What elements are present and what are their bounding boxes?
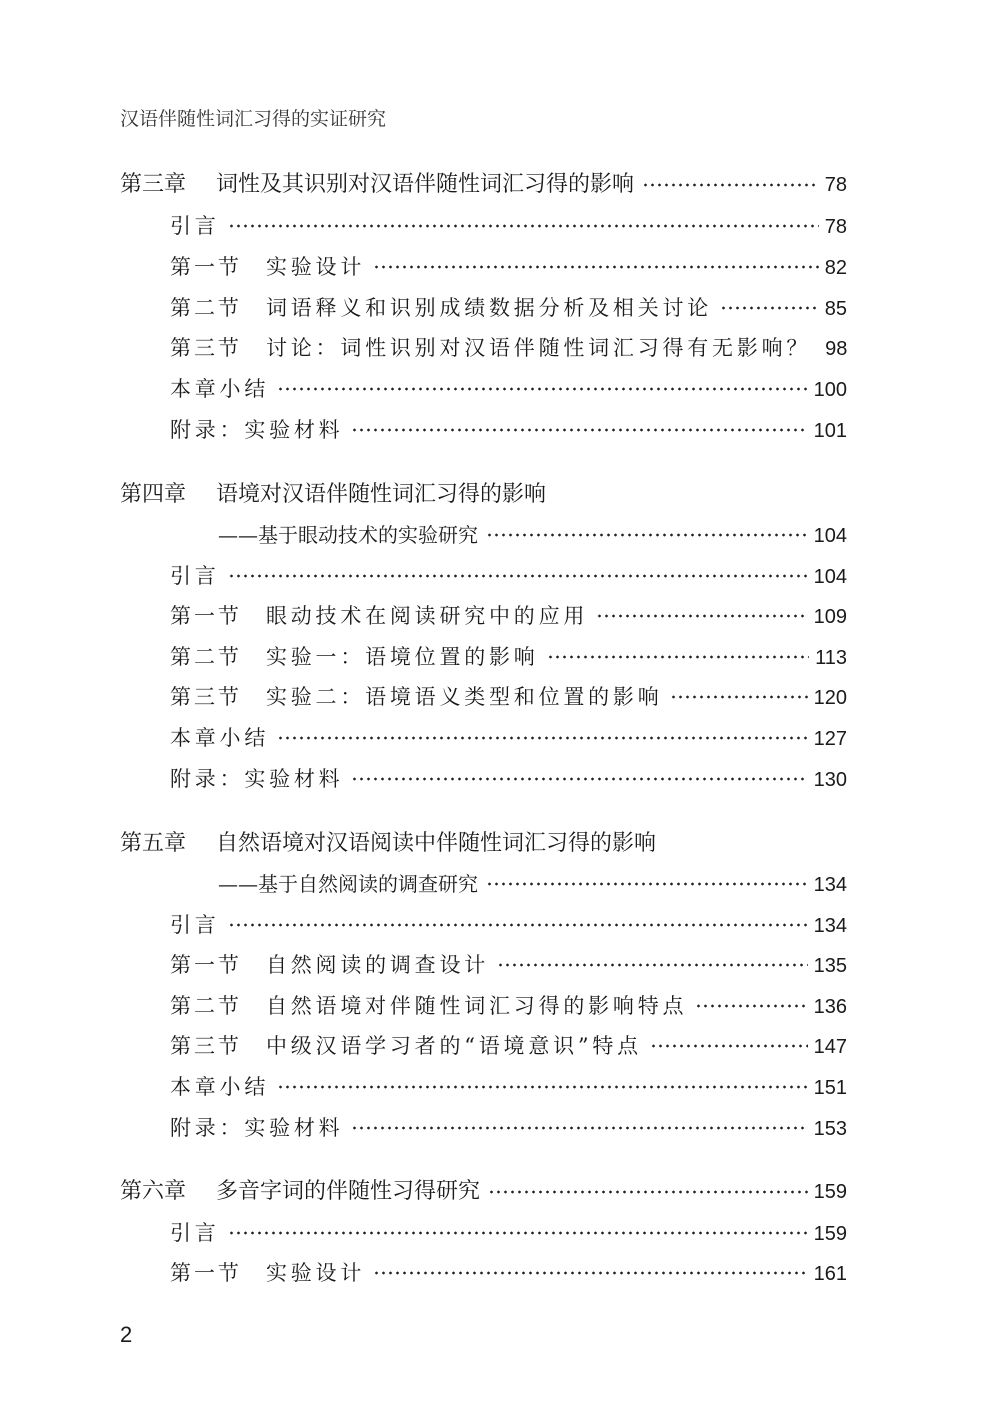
toc-entry	[120, 480, 847, 510]
toc-entry	[170, 1258, 847, 1288]
toc-entry	[120, 1177, 847, 1207]
toc-entry-number: 第一节	[170, 255, 242, 279]
toc-entry-title: 实验设计	[266, 1261, 366, 1285]
toc-entry-page: 134	[813, 915, 847, 937]
dot-leader	[351, 1126, 807, 1130]
toc-entry	[170, 252, 847, 282]
toc-entry-page: 136	[813, 996, 847, 1018]
toc-entry-title: 多音字词的伴随性习得研究	[216, 1179, 481, 1204]
toc-entry-title: 语境对汉语伴随性词汇习得的影响	[216, 482, 547, 507]
toc-entry-number: 第一节	[170, 604, 242, 628]
toc-entry-number: 第三节	[170, 336, 242, 360]
dot-leader	[373, 265, 819, 269]
toc-entry-title: 自然语境对伴随性词汇习得的影响特点	[266, 994, 688, 1018]
toc-entry-title: 实验一：语境位置的影响	[266, 645, 539, 669]
toc-entry	[170, 764, 847, 794]
toc-entry	[170, 1218, 847, 1248]
toc-entry-title: 词性及其识别对汉语伴随性词汇习得的影响	[216, 172, 635, 197]
toc-entry	[170, 1072, 847, 1102]
dot-leader	[596, 614, 807, 618]
toc-entry-page: 100	[813, 379, 847, 401]
toc-entry-page: 147	[813, 1036, 847, 1058]
toc-entry-page: 159	[813, 1181, 847, 1203]
toc-entry-number: 第四章	[120, 482, 187, 507]
toc-entry-title: 眼动技术在阅读研究中的应用	[266, 604, 589, 628]
toc-entry-page: 161	[813, 1263, 847, 1285]
dot-leader	[670, 695, 807, 699]
toc-entry	[170, 1113, 847, 1143]
toc-entry-title: 实验设计	[266, 255, 366, 279]
toc-entry-page: 151	[813, 1077, 847, 1099]
toc-entry-title: 附录：实验材料	[170, 1116, 344, 1140]
toc-entry-title: 附录：实验材料	[170, 767, 344, 791]
toc-entry	[170, 601, 847, 631]
toc-entry-page: 101	[813, 420, 847, 442]
dot-leader	[720, 306, 819, 310]
toc-entry-title: 讨论：词性识别对汉语伴随性词汇习得有无影响？	[266, 336, 812, 360]
toc-entry-title: 本章小结	[170, 726, 270, 750]
toc-entry-title: 引言	[170, 1221, 220, 1245]
toc-entry-page: 98	[825, 338, 848, 360]
toc-entry-title: 引言	[170, 214, 220, 238]
toc-entry	[170, 642, 847, 672]
toc-entry-page: 104	[813, 566, 847, 588]
toc-entry-title: 本章小结	[170, 1075, 270, 1099]
toc-entry-number: 第二节	[170, 645, 242, 669]
toc-entry-title: ——基于眼动技术的实验研究	[218, 523, 478, 547]
dot-leader	[351, 777, 807, 781]
dot-leader	[695, 1004, 807, 1008]
toc-entry	[120, 170, 847, 200]
toc-entry	[170, 910, 847, 940]
toc-entry	[170, 1031, 847, 1061]
toc-entry	[170, 415, 847, 445]
toc-entry-title: 中级汉语学习者的“语境意识”特点	[266, 1034, 642, 1058]
dot-leader	[486, 882, 808, 886]
toc-entry-page: 134	[813, 874, 847, 896]
toc-entry-page: 153	[813, 1118, 847, 1140]
toc-entry-title: 引言	[170, 913, 220, 937]
dot-leader	[351, 428, 807, 432]
toc-entry-number: 第三节	[170, 685, 242, 709]
toc-entry-page: 85	[824, 298, 847, 320]
dot-leader	[497, 963, 808, 967]
toc-entry-title: 自然语境对汉语阅读中伴随性词汇习得的影响	[216, 831, 657, 856]
dot-leader	[547, 655, 810, 659]
dot-leader	[277, 387, 808, 391]
toc-entry	[170, 991, 847, 1021]
toc-entry	[170, 723, 847, 753]
dot-leader	[228, 1231, 808, 1235]
toc-entry-page: 109	[813, 606, 847, 628]
toc-entry	[218, 520, 847, 550]
toc-entry-title: 本章小结	[170, 377, 270, 401]
page-number: 2	[120, 1322, 133, 1347]
toc-entry	[120, 829, 847, 859]
toc-entry-title: 词语释义和识别成绩数据分析及相关讨论	[266, 296, 713, 320]
toc-entry-page: 113	[815, 647, 847, 669]
toc-entry-page: 120	[813, 687, 847, 709]
toc-entry-number: 第三章	[120, 172, 187, 197]
toc-entry	[170, 561, 847, 591]
toc-entry-number: 第二节	[170, 296, 242, 320]
toc-entry-page: 130	[813, 769, 847, 791]
dot-leader	[277, 736, 808, 740]
dot-leader	[228, 224, 819, 228]
dot-leader	[650, 1044, 808, 1048]
toc-entry	[170, 211, 847, 241]
toc-entry	[170, 293, 847, 323]
dot-leader	[486, 533, 808, 537]
toc-entry	[170, 374, 847, 404]
toc-entry-title: 附录：实验材料	[170, 418, 344, 442]
toc-entry-page: 104	[813, 525, 847, 547]
toc-entry-title: 引言	[170, 564, 220, 588]
dot-leader	[642, 183, 819, 187]
toc-entry	[170, 950, 847, 980]
toc-entry-title: ——基于自然阅读的调查研究	[218, 872, 478, 896]
toc-entry	[170, 333, 847, 363]
dot-leader	[277, 1085, 808, 1089]
toc-entry-number: 第三节	[170, 1034, 242, 1058]
running-head: 汉语伴随性词汇习得的实证研究	[120, 108, 387, 130]
dot-leader	[228, 923, 808, 927]
dot-leader	[488, 1190, 808, 1194]
dot-leader	[373, 1271, 808, 1275]
toc-entry-number: 第六章	[120, 1179, 187, 1204]
toc-entry-page: 78	[824, 216, 847, 238]
toc-entry	[218, 869, 847, 899]
toc-entry-page: 78	[824, 174, 847, 196]
toc-entry-number: 第一节	[170, 1261, 242, 1285]
toc-entry-page: 82	[824, 257, 847, 279]
toc-entry	[170, 682, 847, 712]
toc-entry-page: 135	[813, 955, 847, 977]
toc-entry-number: 第一节	[170, 953, 242, 977]
toc-entry-title: 实验二：语境语义类型和位置的影响	[266, 685, 663, 709]
dot-leader	[228, 574, 808, 578]
toc-entry-page: 127	[813, 728, 847, 750]
toc-entry-number: 第五章	[120, 831, 187, 856]
toc-entry-number: 第二节	[170, 994, 242, 1018]
toc-entry-page: 159	[813, 1223, 847, 1245]
toc-entry-title: 自然阅读的调查设计	[266, 953, 490, 977]
